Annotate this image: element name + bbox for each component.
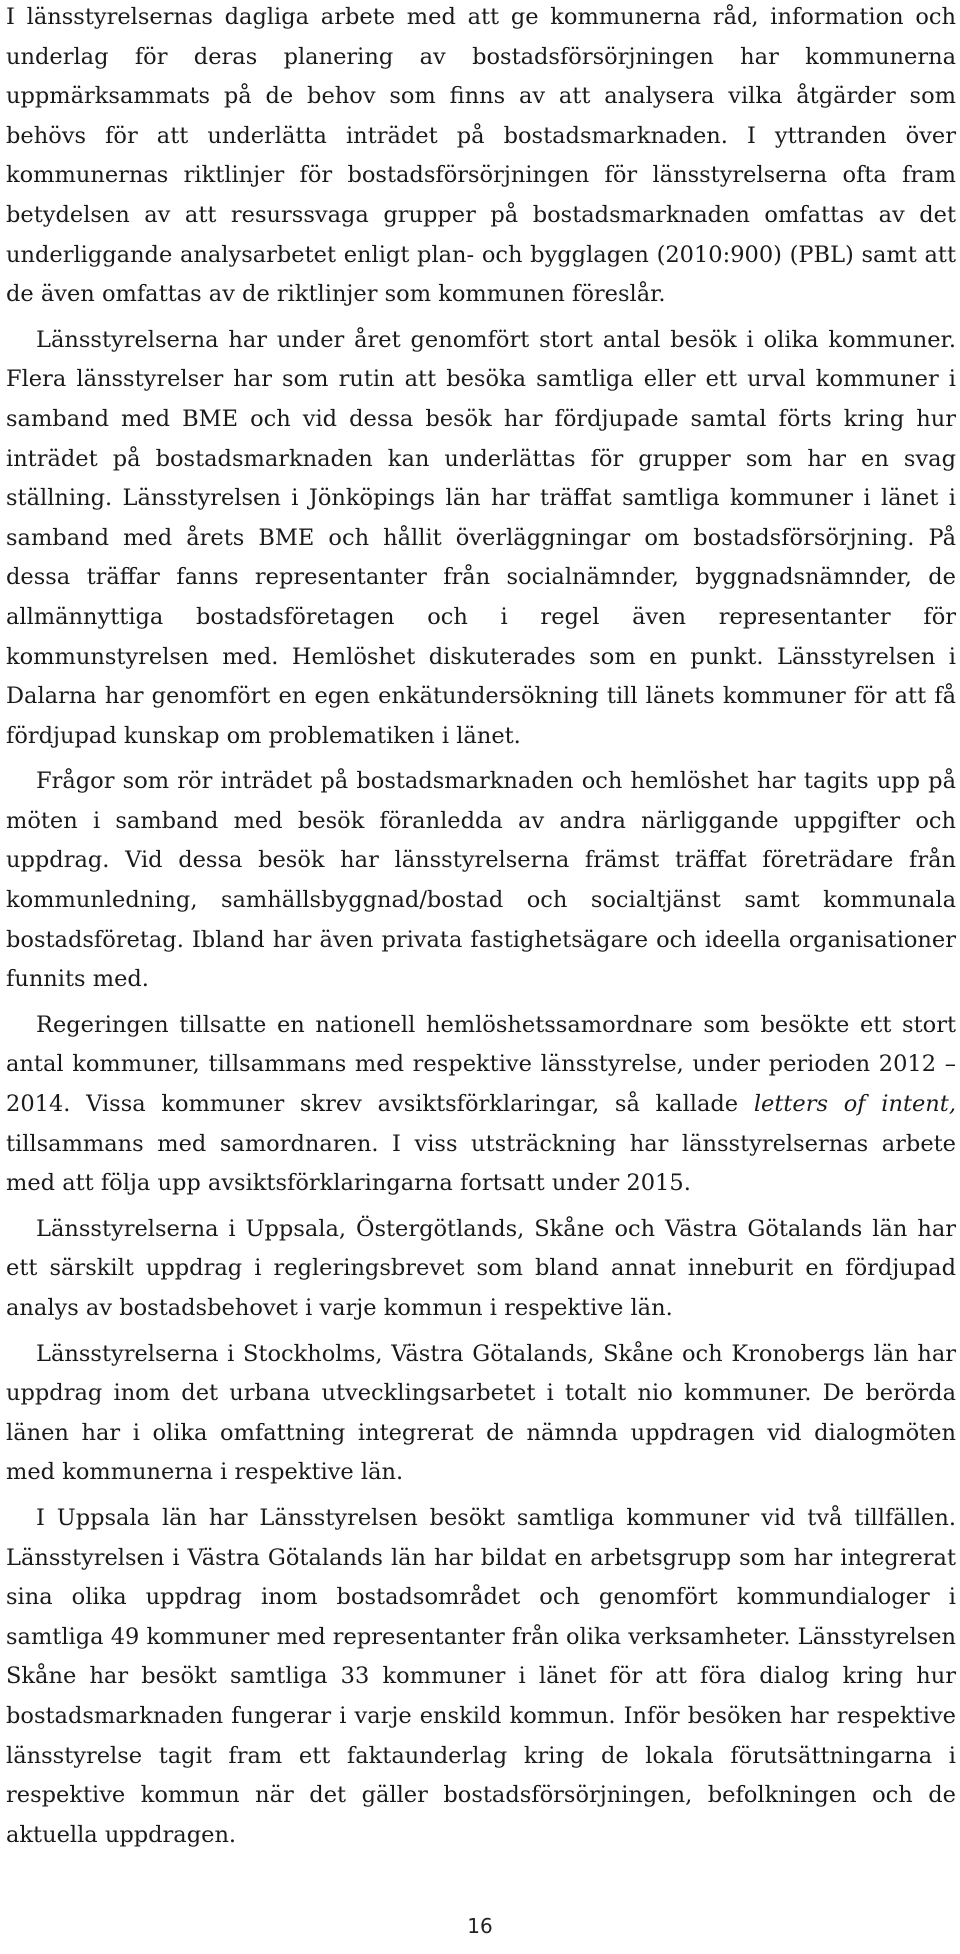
paragraph-4-text-start: Regeringen tillsatte en nationell hemlöshetssamordnare som besökte ett stort antal kommuner, tillsammans med respektive länsstyrelse, under perioden 2012 – 2014. Vissa kommuner skrev avsiktsförklaringar, så kallade xyxy=(6,1011,956,1118)
paragraph-4 xyxy=(6,1006,956,1204)
paragraph-5: Länsstyrelserna i Uppsala, Östergötlands, Skåne och Västra Götalands län har ett särskilt uppdrag i regleringsbrevet som bland annat inneburit en fördjupad analys av bostadsbehovet i varje kommun i respektive län. xyxy=(6,1215,956,1321)
paragraph-4-text-end: tillsammans med samordnaren. I viss utsträckning har länsstyrelsernas arbete med att följa upp avsiktsförklaringarna fortsatt under 2015. xyxy=(6,1130,956,1197)
paragraph-2: Länsstyrelserna har under året genomfört stort antal besök i olika kommuner. Flera länsstyrelser har som rutin att besöka samtliga eller ett urval kommuner i samband med BME och vid dessa besök har fördjupade samtal förts kring hur inträdet på bostadsmarknaden kan underlättas för grupper som har en svag ställning. Länsstyrelsen i Jönköpings län har träffat samtliga kommuner i länet i samband med årets BME och hållit överläggningar om bostadsförsörjning. På dessa träffar fanns representanter från socialnämnder, byggnadsnämnder, de allmännyttiga bostadsföretagen och i regel även representanter för kommunstyrelsen med. Hemlöshet diskuterades som en punkt. Länsstyrelsen i Dalarna har genomfört en egen enkätundersökning till länets kommuner för att få fördjupad kunskap om problematiken i länet. xyxy=(6,326,956,749)
document-page xyxy=(6,0,956,1855)
paragraph-7: I Uppsala län har Länsstyrelsen besökt samtliga kommuner vid två tillfällen. Länsstyrelsen i Västra Götalands län har bildat en arbetsgrupp som har integrerat sina olika uppdrag inom bostadsområdet och genomfört kommundialoger i samtliga 49 kommuner med representanter från olika verksamheter. Länsstyrelsen Skåne har besökt samtliga 33 kommuner i länet för att föra dialog kring hur bostadsmarknaden fungerar i varje enskild kommun. Inför besöken har respektive länsstyrelse tagit fram ett faktaunderlag kring de lokala förutsättningarna i respektive kommun när det gäller bostadsförsörjningen, befolkningen och de aktuella uppdragen. xyxy=(6,1504,956,1848)
paragraph-3: Frågor som rör inträdet på bostadsmarknaden och hemlöshet har tagits upp på möten i samband med besök föranledda av andra närliggande uppgifter och uppdrag. Vid dessa besök har länsstyrelserna främst träffat företrädare från kommunledning, samhällsbyggnad/bostad och socialtjänst samt kommunala bostadsföretag. Ibland har även privata fastighetsägare och ideella organisationer funnits med. xyxy=(6,768,956,993)
paragraph-6: Länsstyrelserna i Stockholms, Västra Götalands, Skåne och Kronobergs län har uppdrag inom det urbana utvecklingsarbetet i totalt nio kommuner. De berörda länen har i olika omfattning integrerat de nämnda uppdragen vid dialogmöten med kommunerna i respektive län. xyxy=(6,1340,956,1486)
paragraph-1: I länsstyrelsernas dagliga arbete med att ge kommunerna råd, information och underlag för deras planering av bostadsförsörjningen har kommunerna uppmärksammats på de behov som finns av att analysera vilka åtgärder som behövs för att underlätta inträdet på bostadsmarknaden. I yttranden över kommunernas riktlinjer för bostadsförsörjningen för länsstyrelserna ofta fram betydelsen av att resurssvaga grupper på bostadsmarknaden omfattas av det underliggande analysarbetet enligt plan- och bygglagen (2010:900) (PBL) samt att de även omfattas av de riktlinjer som kommunen föreslår. xyxy=(6,4,956,308)
page-number: 16 xyxy=(467,1914,493,1938)
italic-term: letters of intent, xyxy=(753,1091,956,1118)
